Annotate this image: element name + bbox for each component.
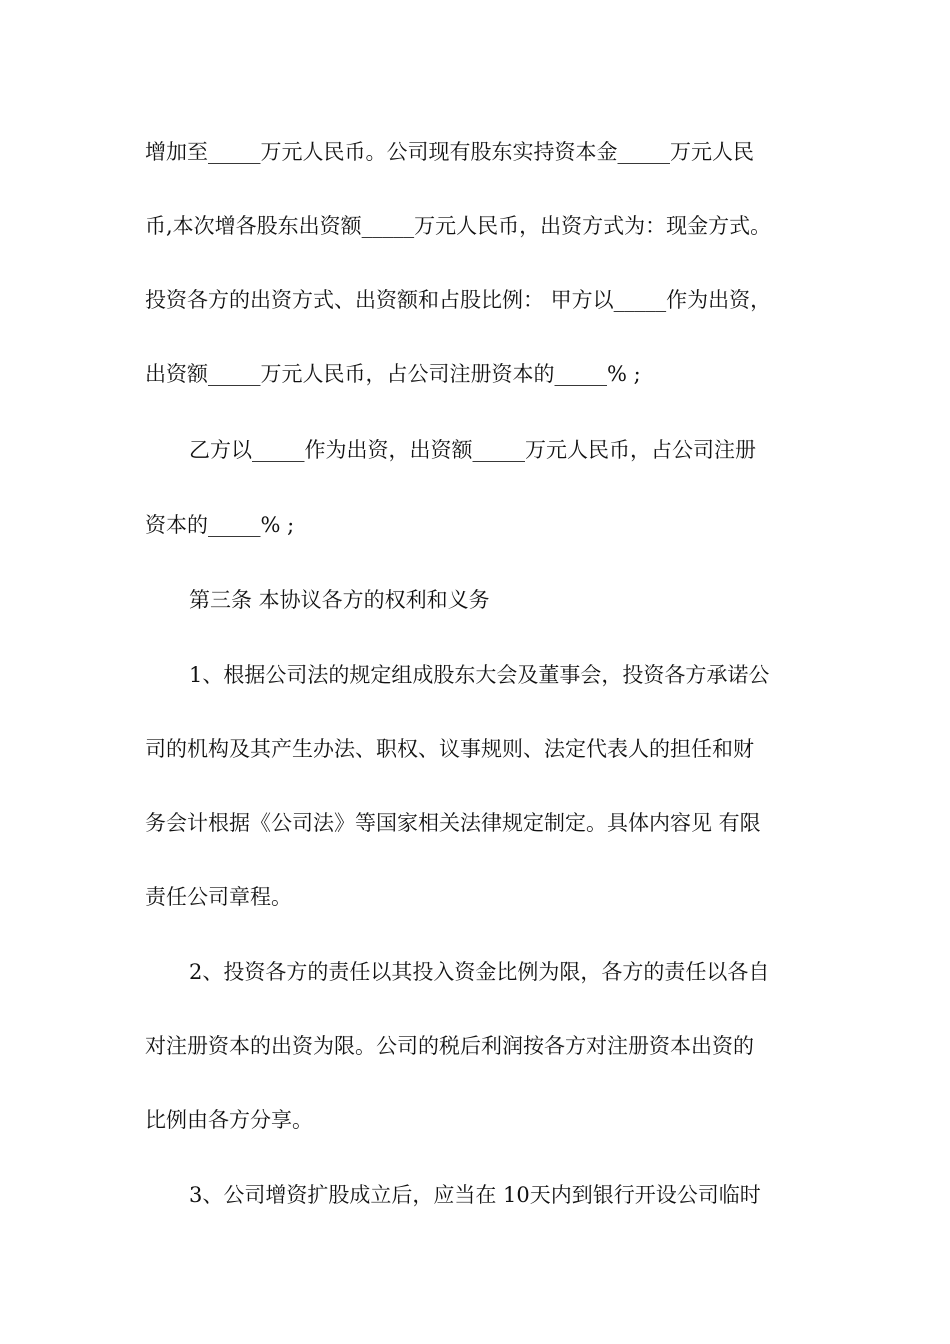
section-heading: 第三条 本协议各方的权利和义务 <box>189 588 490 612</box>
text-line: 1、根据公司法的规定组成股东大会及董事会，投资各方承诺公 <box>189 663 770 687</box>
text-line: 比例由各方分享。 <box>145 1108 313 1132</box>
text-line: 2、投资各方的责任以其投入资金比例为限，各方的责任以各自 <box>189 960 770 984</box>
text-line: 出资额_____万元人民币，占公司注册资本的_____% ; <box>145 362 641 386</box>
text-line: 3、公司增资扩股成立后，应当在 10天内到银行开设公司临时 <box>189 1183 761 1207</box>
text-line: 资本的_____% ; <box>145 513 295 537</box>
text-line: 对注册资本的出资为限。公司的税后利润按各方对注册资本出资的 <box>145 1034 754 1058</box>
text-line: 责任公司章程。 <box>145 885 292 909</box>
text-line: 增加至_____万元人民币。公司现有股东实持资本金_____万元人民 <box>145 140 754 164</box>
text-line: 司的机构及其产生办法、职权、议事规则、法定代表人的担任和财 <box>145 737 754 761</box>
text-line: 币,本次增各股东出资额_____万元人民币，出资方式为：现金方式。 <box>145 214 772 238</box>
text-line: 务会计根据《公司法》等国家相关法律规定制定。具体内容见 有限 <box>145 811 761 835</box>
text-line: 投资各方的出资方式、出资额和占股比例： 甲方以_____作为出资， <box>145 288 772 312</box>
text-line: 乙方以_____作为出资，出资额_____万元人民币，占公司注册 <box>189 438 756 462</box>
